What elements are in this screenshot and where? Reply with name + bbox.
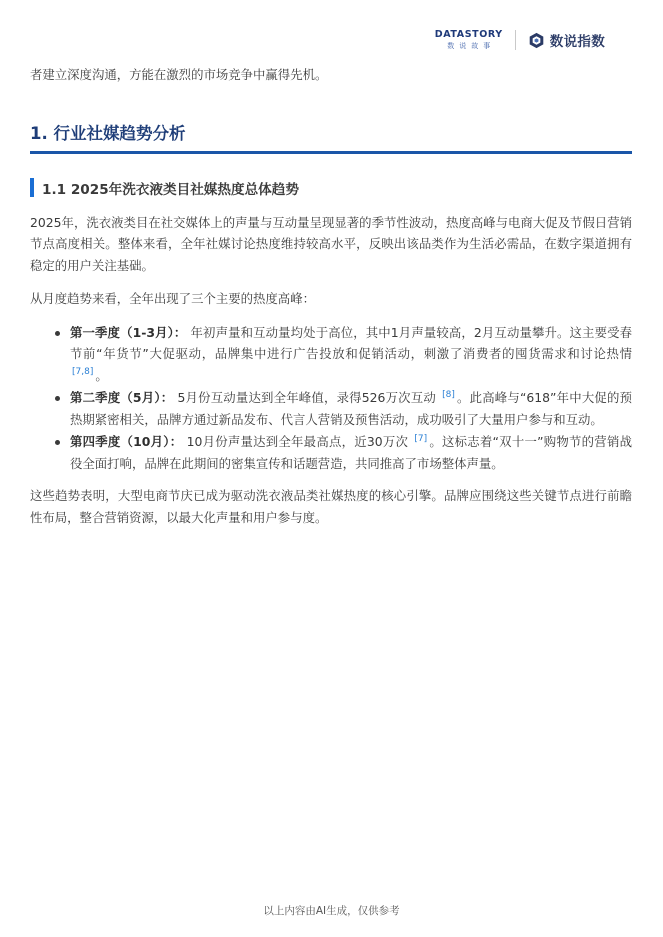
brand-icon bbox=[528, 32, 545, 49]
datastory-logo-text: DATASTORY bbox=[434, 29, 503, 41]
bullet-icon bbox=[55, 440, 60, 445]
subsection-heading-text: 1.1 2025年洗衣液类目社媒热度总体趋势 bbox=[42, 181, 299, 198]
subsection-heading bbox=[30, 178, 632, 198]
bullet-label: 第一季度（1-3月）： bbox=[70, 324, 187, 340]
ai-disclaimer-footer: 以上内容由AI生成，仅供参考 bbox=[263, 905, 400, 917]
bullet-tail: 。这标志着“双十一”购物节的营销战役全面打响，品牌在此期间的密集宣传和话题营造，共同推高了市场整体声量。 bbox=[70, 434, 632, 471]
overview-paragraph: 2025年，洗衣液类目在社交媒体上的声量与互动量呈现显著的季节性波动，热度高峰与电商大促及节假日营销节点高度相关。整体来看，全年社媒讨论热度维持较高水平，反映出该品类作为生活必需品，在数字渠道拥有稳定的用户关注基础。 bbox=[30, 214, 632, 273]
bullet-tail: 。 bbox=[95, 367, 108, 383]
brand-logo bbox=[528, 30, 605, 50]
citation-link[interactable]: [7,8] bbox=[72, 367, 94, 378]
header-divider bbox=[515, 30, 516, 50]
bullet-text: 年初声量和互动量均处于高位，其中1月声量较高，2月互动量攀升。这主要受春节前“年货节”大促驱动，品牌集中进行广告投放和促销活动，刺激了消费者的囤货需求和讨论热情 bbox=[70, 324, 632, 361]
datastory-logo-subtext: 数说故事 bbox=[447, 41, 496, 50]
list-item bbox=[70, 431, 632, 474]
bullet-text: 10月份声量达到全年最高点，近30万次 bbox=[186, 434, 409, 449]
bullet-label: 第二季度（5月）： bbox=[70, 390, 174, 405]
bullet-tail: 。此高峰与“618”年中大促的预热期紧密相关，品牌方通过新品发布、代言人营销及预售活动，成功吸引了大量用户参与和互动。 bbox=[70, 390, 632, 427]
brand-name: 数说指数 bbox=[549, 34, 605, 50]
intro-tail-paragraph: 者建立深度沟通，方能在激烈的市场竞争中赢得先机。 bbox=[30, 67, 328, 82]
bullet-label: 第四季度（10月）： bbox=[70, 434, 183, 449]
list-item bbox=[70, 387, 632, 430]
datastory-logo bbox=[435, 30, 503, 50]
citation-link[interactable]: [7] bbox=[414, 433, 428, 444]
citation-link[interactable]: [8] bbox=[442, 389, 455, 400]
bullet-icon bbox=[55, 331, 60, 336]
conclusion-paragraph: 这些趋势表明，大型电商节庆已成为驱动洗衣液品类社媒热度的核心引擎。品牌应围绕这些关键节点进行前瞻性布局，整合营销资源，以最大化声量和用户参与度。 bbox=[30, 488, 632, 525]
list-item bbox=[70, 322, 632, 387]
monthly-trend-intro: 从月度趋势来看，全年出现了三个主要的热度高峰： bbox=[30, 291, 315, 306]
document-body bbox=[30, 64, 632, 528]
bullet-icon bbox=[55, 396, 60, 401]
page-header bbox=[435, 26, 605, 54]
peak-list bbox=[30, 322, 632, 475]
section-heading: 1. 行业社媒趋势分析 bbox=[30, 123, 186, 143]
subsection-heading-bar bbox=[30, 178, 34, 197]
section-heading-rule bbox=[30, 151, 632, 154]
bullet-text: 5月份互动量达到全年峰值，录得526万次互动 bbox=[177, 390, 436, 405]
